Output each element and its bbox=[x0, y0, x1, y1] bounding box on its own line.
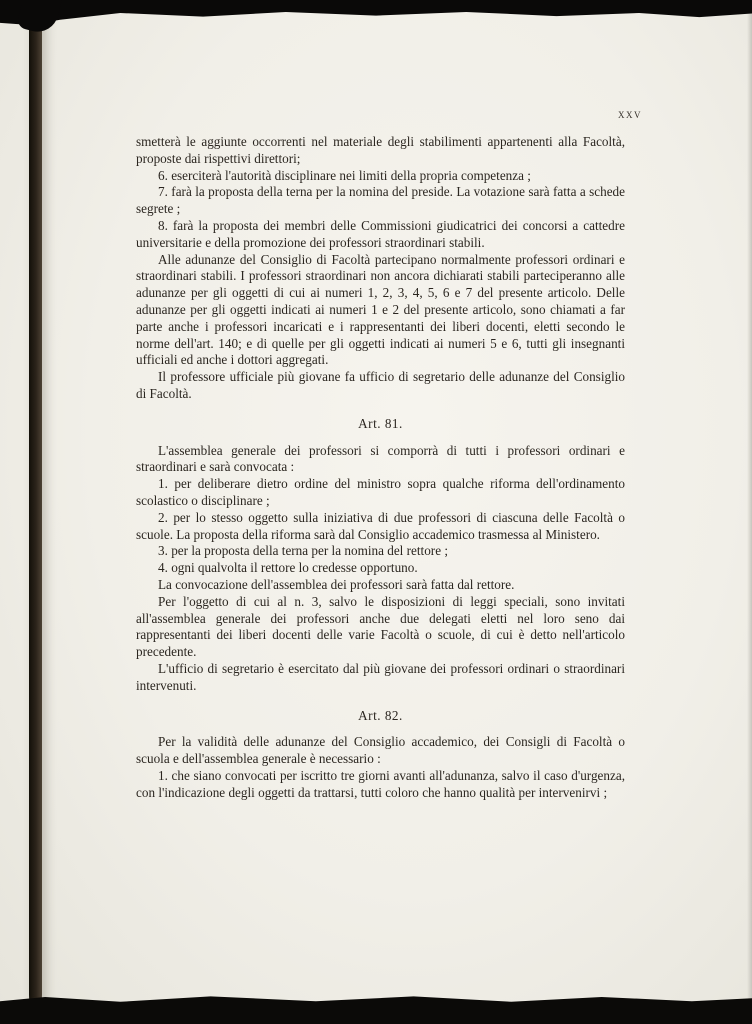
list-item: 2. per lo stesso oggetto sulla iniziativa di due professori di ciascuna delle Facoltà o scuole. La proposta della riforma sarà dal Consiglio accademico trasmessa al Ministero. bbox=[136, 509, 625, 542]
list-item: 3. per la proposta della terna per la nomina del rettore ; bbox=[158, 543, 449, 559]
paragraph: L'assemblea generale dei professori si comporrà di tutti i professori ordinari e straordinari e sarà convocata : bbox=[136, 442, 625, 475]
scan-artifact-right-edge bbox=[747, 0, 752, 1024]
article-heading-82: Art. 82. bbox=[358, 707, 403, 723]
article-heading-81: Art. 81. bbox=[358, 415, 403, 431]
scan-artifact-top-left-blob bbox=[16, 0, 62, 36]
scan-artifact-top-band bbox=[0, 0, 752, 26]
paragraph: L'ufficio di segretario è esercitato dal più giovane dei professori ordinari o straordinari intervenuti. bbox=[136, 660, 625, 693]
list-item: 8. farà la proposta dei membri delle Commissioni giudicatrici dei concorsi a cattedre universitarie e della promozione dei professori straordinari stabili. bbox=[136, 217, 625, 250]
paragraph: smetterà le aggiunte occorrenti nel materiale degli stabilimenti appartenenti alla Facoltà, proposte dai rispettivi direttori; bbox=[136, 134, 625, 166]
page-number: xxv bbox=[618, 106, 642, 121]
page-text-block bbox=[136, 134, 625, 801]
paragraph: La convocazione dell'assemblea dei professori sarà fatta dal rettore. bbox=[158, 576, 515, 592]
list-item: 1. che siano convocati per iscritto tre giorni avanti all'adunanza, salvo il caso d'urgenza, con l'indicazione degli oggetti da trattarsi, tutti coloro che hanno qualità per intervenirvi ; bbox=[136, 767, 625, 800]
paragraph: Il professore ufficiale più giovane fa ufficio di segretario delle adunanze del Consiglio di Facoltà. bbox=[136, 369, 625, 401]
paragraph: Per la validità delle adunanze del Consiglio accademico, dei Consigli di Facoltà o scuola e dell'assemblea generale è necessario : bbox=[136, 734, 625, 767]
list-item: 7. farà la proposta della terna per la nomina del preside. La votazione sarà fatta a schede segrete ; bbox=[136, 184, 625, 217]
list-item: 1. per deliberare dietro ordine del ministro sopra qualche riforma dell'ordinamento scolastico o disciplinare ; bbox=[136, 476, 625, 508]
paragraph: Alle adunanze del Consiglio di Facoltà partecipano normalmente professori ordinari e straordinari stabili. I professori straordinari non ancora dichiarati stabili parteciperanno alle adunanze per gli oggetti di cui ai numeri 1, 2, 3, 4, 5, 6 e 7 del presente articolo. Delle adunanze per gli oggetti indicati ai numeri 1 e 2 del presente articolo, sono chiamati a far parte anche i professori incaricati e i rappresentanti dei liberi docenti, eletti secondo le norme dell'art. 140; e di quelle per gli oggetti indicati ai numeri 5 e 6, tutti gli insegnanti ufficiali ed anche i dottori aggregati. bbox=[136, 251, 625, 368]
list-item: 6. eserciterà l'autorità disciplinare nei limiti della propria competenza ; bbox=[158, 167, 531, 183]
list-item: 4. ogni qualvolta il rettore lo credesse opportuno. bbox=[158, 560, 418, 576]
book-spine-shadow bbox=[29, 8, 42, 1010]
scan-artifact-bottom-band bbox=[0, 994, 752, 1024]
paragraph: Per l'oggetto di cui al n. 3, salvo le disposizioni di leggi speciali, sono invitati all'assemblea generale dei professori anche due delegati eletti nel loro seno dai rappresentanti dei liberi docenti delle varie Facoltà o scuole, di cui è detto nell'articolo precedente. bbox=[136, 593, 625, 660]
